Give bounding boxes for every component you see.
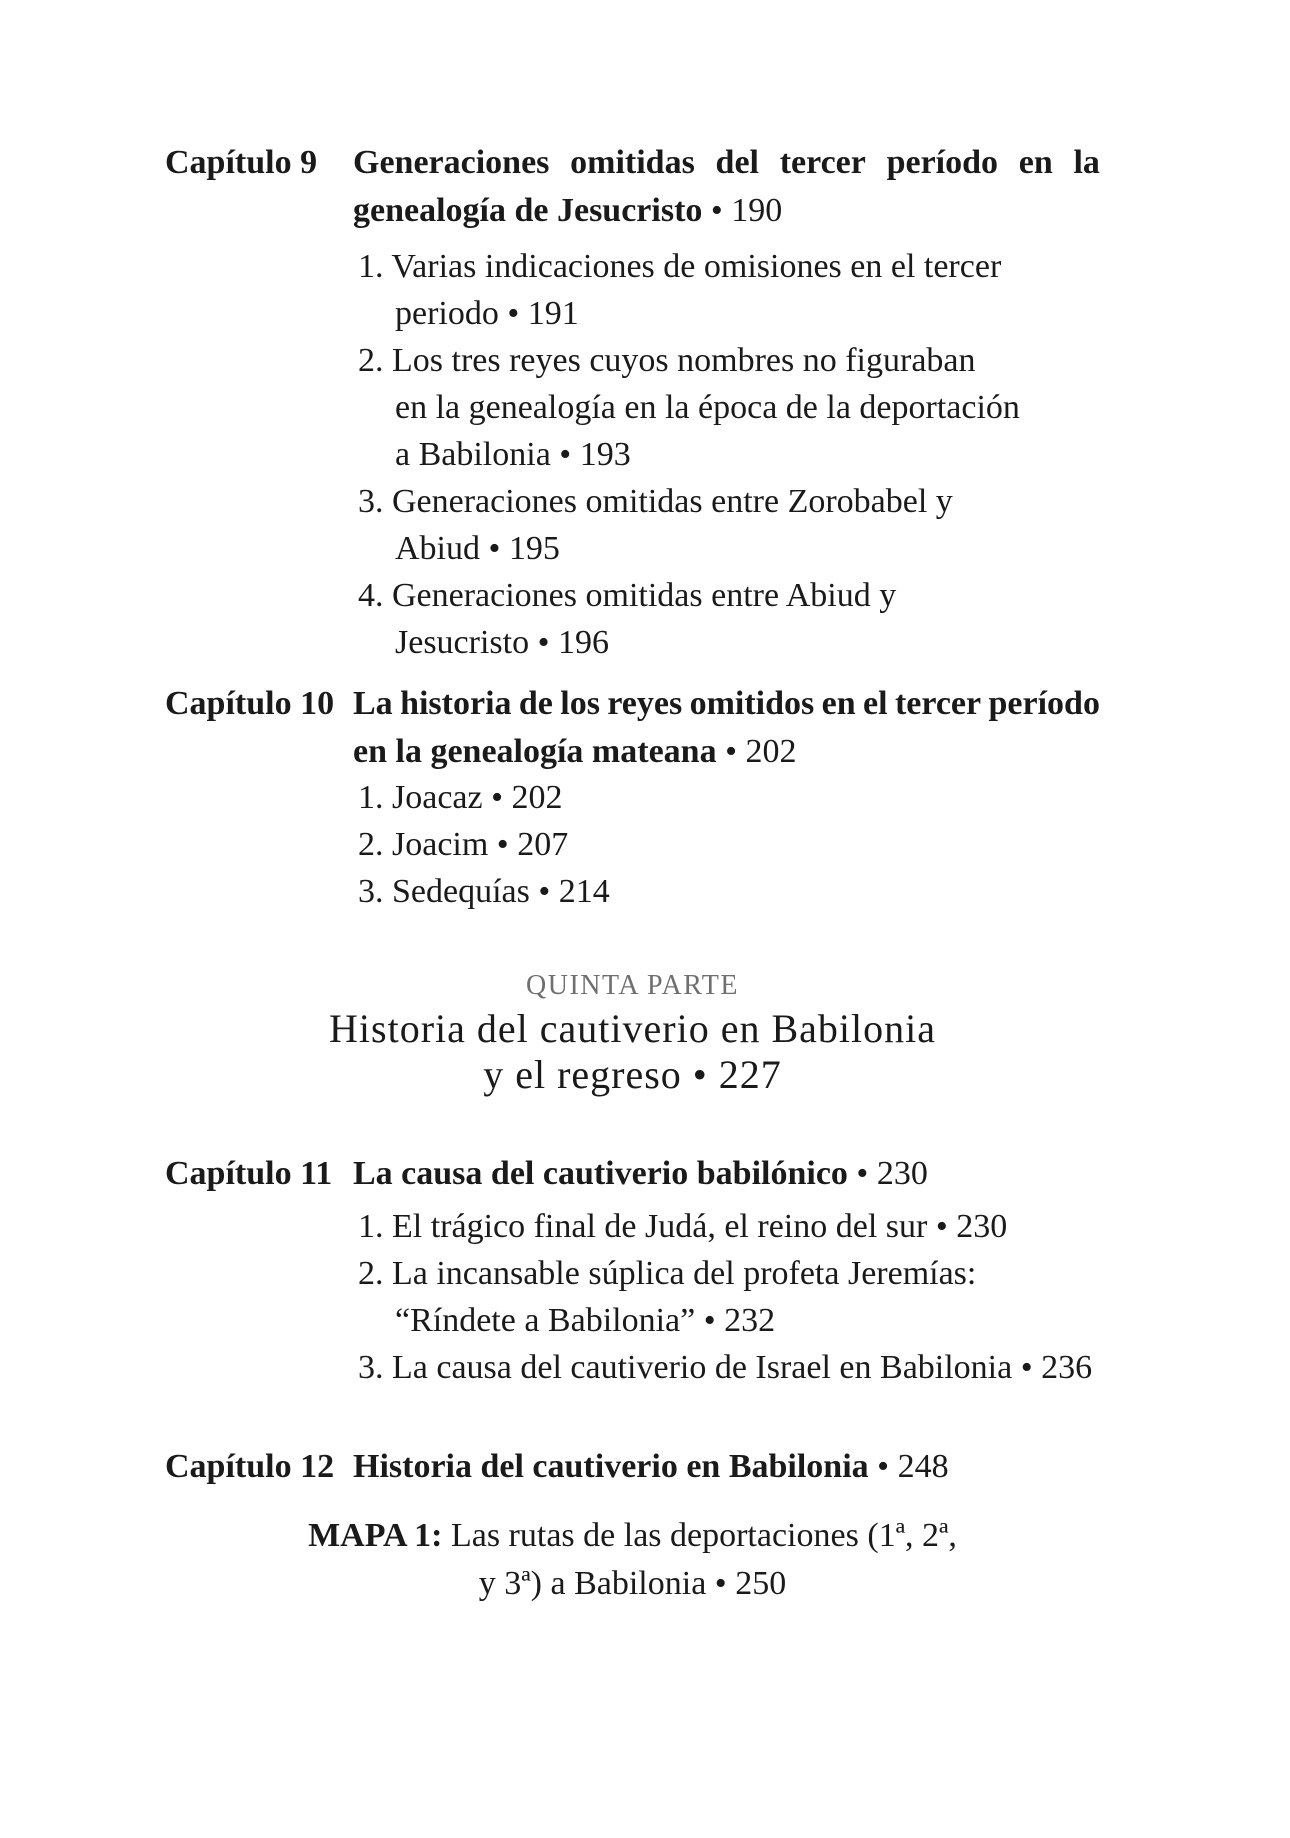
title-word: en (1018, 144, 1053, 181)
chapter-title-line (353, 1443, 1100, 1491)
title-word: reyes (607, 685, 683, 722)
part-title-line: y el regreso • 227 (483, 1052, 782, 1097)
title-word: la (1073, 144, 1100, 181)
toc-item-line: Abiud • 195 (395, 530, 560, 567)
title-word: los (560, 685, 600, 722)
toc-item-line: Jesucristo • 196 (395, 624, 609, 661)
map-line: y 3ª) a Babilonia • 250 (478, 1565, 787, 1602)
toc-item (358, 821, 1228, 868)
toc-item (358, 478, 1228, 572)
toc-item-line: periodo • 191 (395, 295, 579, 332)
chapter-10-label: Capítulo 10 (165, 685, 335, 722)
chapter-10-title (353, 680, 1100, 776)
toc-item-line: 1. El trágico final de Judá, el reino del sur • 230 (358, 1208, 1008, 1245)
toc-item-line: en la genealogía en la época de la deportación (395, 389, 1020, 426)
toc-item (358, 337, 1228, 478)
toc-item-line: 2. La incansable súplica del profeta Jeremías: (358, 1255, 977, 1292)
title-word: omitidos (689, 685, 815, 722)
chapter-11-title (353, 1150, 1100, 1198)
toc-item-line: 2. Joacim • 207 (358, 826, 569, 863)
chapter-title-line (353, 187, 1100, 235)
title-text: en la genealogía mateana (353, 733, 717, 770)
toc-item (358, 243, 1228, 337)
chapter-11-heading (165, 1150, 1165, 1198)
part-kicker: QUINTA PARTE (526, 970, 739, 1001)
toc-item-line: 1. Joacaz • 202 (358, 779, 563, 816)
chapter-12-heading (165, 1443, 1165, 1491)
part-title (165, 1006, 1100, 1098)
chapter-9-heading (165, 139, 1165, 235)
title-word: Generaciones (353, 144, 550, 181)
chapter-12-label: Capítulo 12 (165, 1448, 335, 1485)
toc-item-line: 3. Sedequías • 214 (358, 873, 610, 910)
title-word: el (863, 685, 888, 722)
title-word: de (518, 685, 553, 722)
title-text: Historia del cautiverio en Babilonia (353, 1448, 869, 1485)
map-line: MAPA 1: Las rutas de las deportaciones (1ª, 2ª, (308, 1517, 957, 1554)
title-word: historia (400, 685, 512, 722)
chapter-title-line (353, 139, 1100, 187)
toc-item-line: 2. Los tres reyes cuyos nombres no figuraban (358, 342, 976, 379)
chapter-11-items (358, 1203, 1228, 1391)
title-text: La causa del cautiverio babilónico (353, 1155, 848, 1192)
toc-item (358, 868, 1228, 915)
chapter-title-line (353, 1150, 1100, 1198)
toc-item (358, 1250, 1228, 1344)
title-word: La (353, 685, 393, 722)
map-reference (165, 1512, 1100, 1608)
toc-item (358, 1203, 1228, 1250)
toc-item-line: 3. Generaciones omitidas entre Zorobabel y (358, 483, 953, 520)
toc-item-line: a Babilonia • 193 (395, 436, 631, 473)
chapter-title-line (353, 680, 1100, 728)
title-word: tercer (894, 685, 982, 722)
chapter-12-title (353, 1443, 1100, 1491)
chapter-10-items (358, 774, 1228, 915)
title-word: en (821, 685, 856, 722)
title-text: genealogía de Jesucristo (353, 192, 703, 229)
chapter-10-heading (165, 680, 1165, 776)
part-title-line: Historia del cautiverio en Babilonia (329, 1006, 936, 1051)
toc-item (358, 572, 1228, 666)
title-word: período (988, 685, 1100, 722)
chapter-9-label: Capítulo 9 (165, 144, 318, 181)
toc-item-line: 1. Varias indicaciones de omisiones en el tercer (358, 248, 1002, 285)
title-word: omitidas (570, 144, 695, 181)
toc-item-line: “Ríndete a Babilonia” • 232 (395, 1302, 776, 1339)
map-label: MAPA 1: (308, 1517, 443, 1554)
title-word: período (886, 144, 999, 181)
chapter-11-label: Capítulo 11 (165, 1155, 333, 1192)
title-word: del (715, 144, 759, 181)
title-page-number: • 190 (702, 192, 783, 229)
toc-item (358, 1344, 1228, 1391)
chapter-title-line (353, 728, 1100, 776)
title-page-number: • 230 (847, 1155, 928, 1192)
title-page-number: • 248 (868, 1448, 949, 1485)
title-word: tercer (779, 144, 866, 181)
toc-item (358, 774, 1228, 821)
toc-item-line: 3. La causa del cautiverio de Israel en Babilonia • 236 (358, 1349, 1093, 1386)
chapter-9-items (358, 243, 1228, 666)
chapter-9-title (353, 139, 1100, 235)
toc-item-line: 4. Generaciones omitidas entre Abiud y (358, 577, 897, 614)
title-page-number: • 202 (716, 733, 797, 770)
